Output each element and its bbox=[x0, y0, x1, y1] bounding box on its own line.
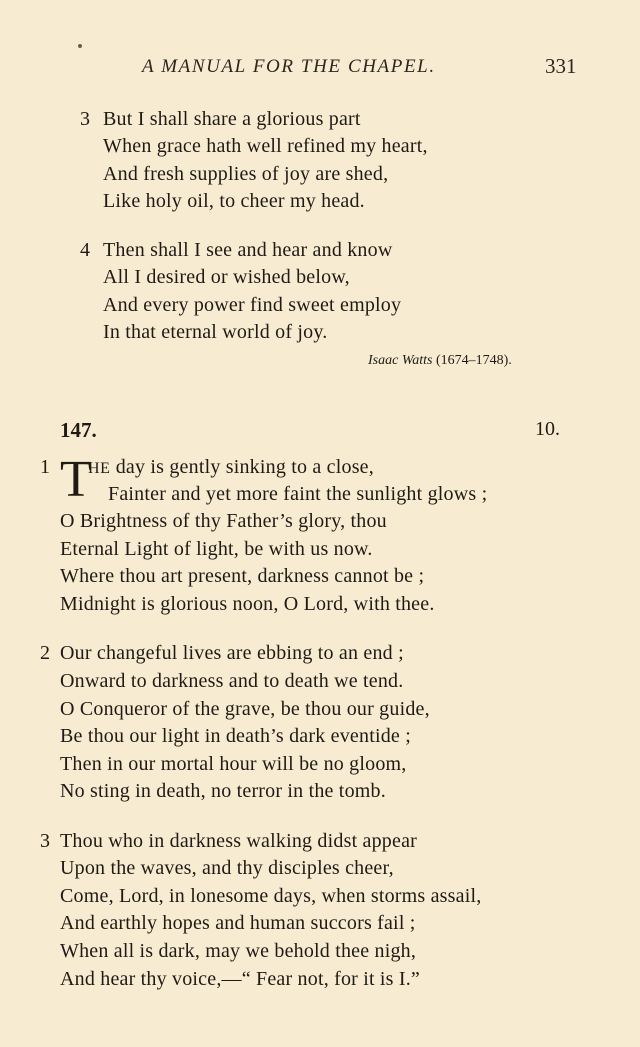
hymn-number: 147. bbox=[60, 418, 97, 442]
verse-line: Fainter and yet more faint the sunlight glows ; bbox=[108, 483, 488, 505]
verse-line: Then shall I see and hear and know bbox=[103, 239, 393, 261]
ink-speck bbox=[78, 44, 82, 48]
verse-line: No sting in death, no terror in the tomb. bbox=[60, 780, 386, 802]
verse-line: Then in our mortal hour will be no gloom, bbox=[60, 753, 407, 775]
verse-line: Thou who in darkness walking didst appear bbox=[60, 830, 418, 852]
verse-line: And every power find sweet employ bbox=[103, 294, 402, 316]
verse-line: Onward to darkness and to death we tend. bbox=[60, 670, 404, 692]
verse-line: All I desired or wished below, bbox=[103, 266, 350, 288]
verse-line: Where thou art present, darkness cannot be ; bbox=[60, 565, 425, 587]
attribution bbox=[368, 353, 512, 369]
tune-number: 10. bbox=[535, 418, 560, 440]
verse-line: And fresh supplies of joy are shed, bbox=[103, 163, 389, 185]
verse-line: Midnight is glorious noon, O Lord, with thee. bbox=[60, 593, 435, 615]
author-dates: (1674–1748). bbox=[435, 353, 512, 368]
verse-line: When grace hath well refined my heart, bbox=[103, 135, 428, 157]
verse-line: Our changeful lives are ebbing to an end ; bbox=[60, 642, 404, 664]
stanza-number: 2 bbox=[40, 642, 50, 664]
verse-line: When all is dark, may we behold thee nigh, bbox=[60, 940, 417, 962]
verse-line: Like holy oil, to cheer my head. bbox=[103, 190, 365, 212]
small-caps-word: HE bbox=[88, 460, 111, 477]
verse-line: And hear thy voice,—“ Fear not, for it is I.” bbox=[60, 968, 421, 990]
stanza-number: 3 bbox=[80, 108, 90, 130]
stanza-number: 4 bbox=[80, 239, 90, 261]
verse-line-first bbox=[88, 454, 374, 482]
author-name: Isaac Watts bbox=[368, 353, 433, 368]
verse-line: Be thou our light in death’s dark eventide ; bbox=[60, 725, 411, 747]
first-line-tail: day is gently sinking to a close, bbox=[110, 456, 374, 478]
verse-line: But I shall share a glorious part bbox=[103, 108, 361, 130]
verse-line: And earthly hopes and human succors fail ; bbox=[60, 912, 416, 934]
stanza-number: 3 bbox=[40, 830, 50, 852]
verse-line: Come, Lord, in lonesome days, when storms assail, bbox=[60, 885, 482, 907]
drop-cap: T bbox=[60, 451, 92, 508]
running-head: A MANUAL FOR THE CHAPEL. bbox=[142, 56, 436, 77]
stanza-number: 1 bbox=[40, 456, 50, 478]
verse-line: O Brightness of thy Father’s glory, thou bbox=[60, 510, 387, 532]
verse-line: Eternal Light of light, be with us now. bbox=[60, 538, 373, 560]
page-number: 331 bbox=[545, 54, 577, 78]
verse-line: Upon the waves, and thy disciples cheer, bbox=[60, 857, 394, 879]
verse-line: In that eternal world of joy. bbox=[103, 321, 328, 343]
verse-line: O Conqueror of the grave, be thou our guide, bbox=[60, 698, 430, 720]
